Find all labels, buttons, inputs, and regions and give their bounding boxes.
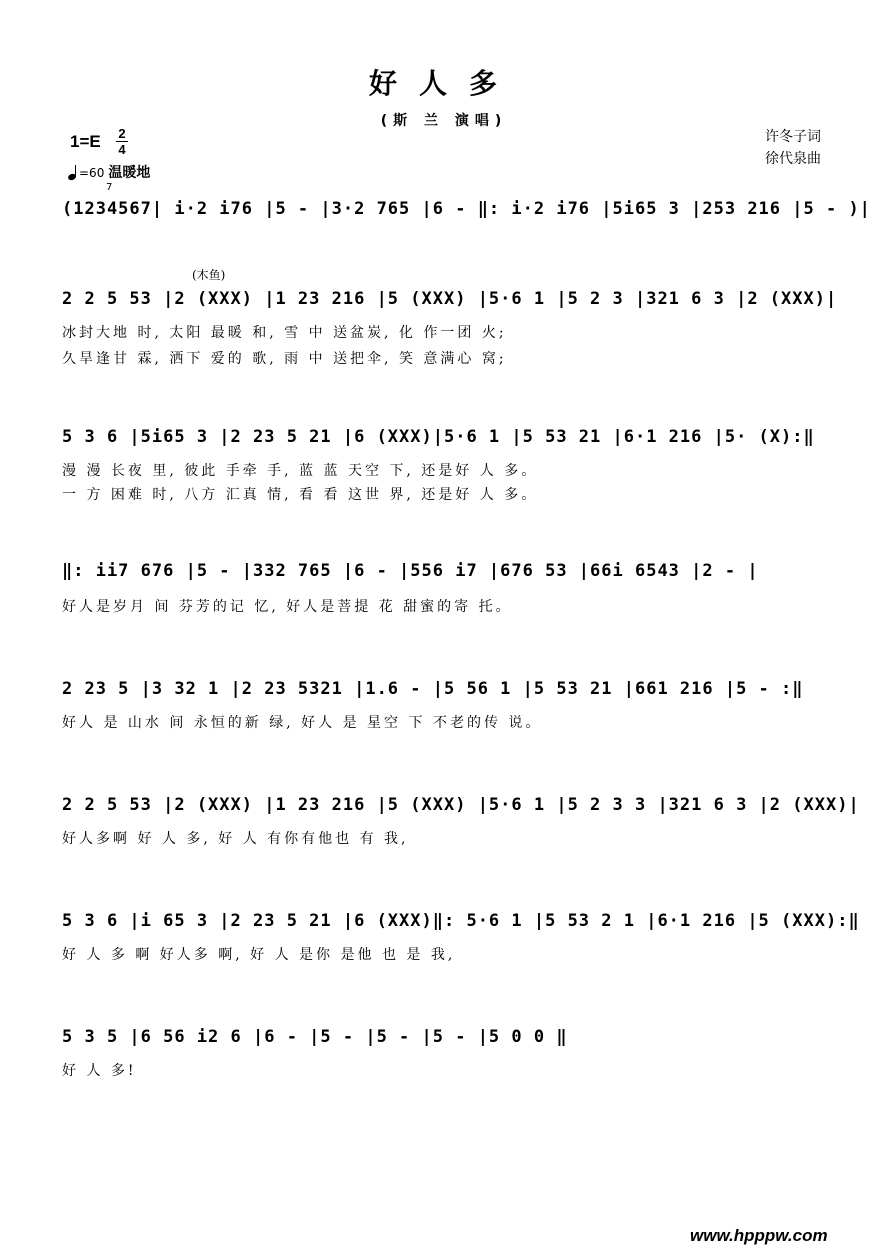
website-watermark: www.hpppw.com: [690, 1226, 828, 1245]
lyric-row-2-verse-1: 冰封大地 时, 太阳 最暖 和, 雪 中 送盆炭, 化 作一团 火;: [62, 325, 507, 341]
time-signature-bottom: 4: [118, 142, 126, 157]
lyric-row-2-verse-2: 久旱逢甘 霖, 洒下 爱的 歌, 雨 中 送把伞, 笑 意满心 窝;: [62, 351, 507, 367]
lyric-row-8: 好 人 多!: [62, 1063, 137, 1079]
key-signature: 1=E: [70, 132, 101, 151]
lyric-row-4: 好人是岁月 间 芬芳的记 忆, 好人是菩提 花 甜蜜的寄 托。: [62, 599, 513, 615]
performer-subtitle: (斯 兰 演唱): [380, 113, 508, 129]
time-signature-top: 2: [118, 126, 126, 141]
score-row-5: 2 23 5 |3 32 1 |2 23 5321 |1.6 - |5 56 1 |5 53 21 |661 216 |5 - :‖: [62, 679, 804, 699]
score-row-4: ‖: ii7 676 |5 - |332 765 |6 - |556 i7 |676 53 |66i 6543 |2 - |: [62, 561, 759, 581]
tempo-mood: 温暖地: [108, 165, 151, 181]
lyric-row-3-verse-2: 一 方 困难 时, 八方 汇真 情, 看 看 这世 界, 还是好 人 多。: [62, 487, 539, 503]
score-row-8: 5 3 5 |6 56 i2 6 |6 - |5 - |5 - |5 - |5 0 0 ‖: [62, 1027, 568, 1047]
tempo-marking: [68, 162, 150, 182]
score-row-2: 2 2 5 53 |2 (XXX) |1 23 216 |5 (XXX) |5·6 1 |5 2 3 |321 6 3 |2 (XXX)|: [62, 289, 838, 309]
lyric-row-3-verse-1: 漫 漫 长夜 里, 彼此 手牵 手, 蓝 蓝 天空 下, 还是好 人 多。: [62, 463, 539, 479]
lyricist: 许冬子词: [765, 129, 821, 145]
score-row-3: 5 3 6 |5i65 3 |2 23 5 21 |6 (XXX)|5·6 1 |5 53 21 |6·1 216 |5· (X):‖: [62, 427, 815, 447]
tuplet-number: 7: [106, 182, 113, 193]
lyric-row-7: 好 人 多 啊 好人多 啊, 好 人 是你 是他 也 是 我,: [62, 947, 456, 963]
quarter-note-icon: [68, 166, 76, 180]
lyric-row-5: 好人 是 山水 间 永恒的新 绿, 好人 是 星空 下 不老的传 说。: [62, 715, 543, 731]
credits: [765, 126, 821, 170]
composer: 徐代泉曲: [765, 151, 821, 167]
score-row-6: 2 2 5 53 |2 (XXX) |1 23 216 |5 (XXX) |5·6 1 |5 2 3 3 |321 6 3 |2 (XXX)|: [62, 795, 860, 815]
song-title: 好人多: [368, 67, 519, 100]
lyric-row-6: 好人多啊 好 人 多, 好 人 有你有他也 有 我,: [62, 831, 409, 847]
score-row-7: 5 3 6 |i 65 3 |2 23 5 21 |6 (XXX)‖: 5·6 1 |5 53 2 1 |6·1 216 |5 (XXX):‖: [62, 911, 860, 931]
tempo-bpm: =60: [79, 166, 105, 180]
time-signature: [116, 127, 128, 156]
muyu-annotation: (木鱼): [192, 268, 226, 282]
score-row-1: (1234567| i·2 i76 |5 - |3·2 765 |6 - ‖: i·2 i76 |5i65 3 |253 216 |5 - )|: [62, 199, 871, 219]
